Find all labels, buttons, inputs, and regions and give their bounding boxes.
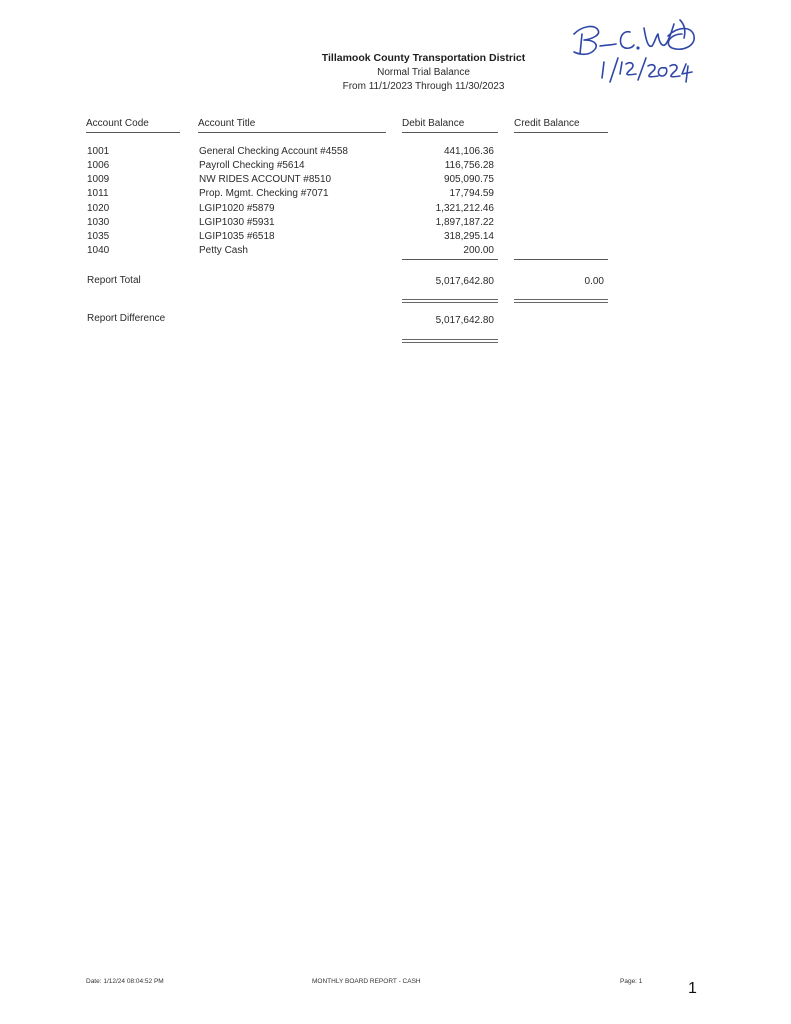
footer-report-title: MONTHLY BOARD REPORT - CASH [312,978,421,985]
account-code: 1040 [87,245,110,256]
handwritten-signature [560,12,710,102]
report-difference-label: Report Difference [87,313,166,324]
debit-balance: 116,756.28 [444,160,494,171]
table-row [0,217,791,231]
column-header-account-title: Account Title [198,118,386,133]
account-title: General Checking Account #4558 [199,146,348,157]
difference-double-rule [402,339,498,343]
account-code: 1001 [87,146,110,157]
account-title: Petty Cash [199,245,248,256]
table-row [0,174,791,188]
account-title: NW RIDES ACCOUNT #8510 [199,174,332,185]
table-row [0,203,791,217]
report-total-label: Report Total [87,275,141,286]
debit-balance: 200.00 [463,245,494,256]
account-title: LGIP1030 #5931 [199,217,275,228]
column-header-debit-balance: Debit Balance [402,118,498,133]
subtotal-rule-credit [514,259,608,260]
column-header-credit-balance: Credit Balance [514,118,608,133]
debit-balance: 905,090.75 [443,174,494,185]
account-title: LGIP1020 #5879 [199,203,275,214]
debit-balance: 1,897,187.22 [435,217,494,228]
table-row [0,231,791,245]
organization-title: Tillamook County Transportation District [321,52,526,64]
account-code: 1030 [87,217,110,228]
table-row [0,188,791,202]
report-total-credit: 0.00 [584,276,604,287]
account-code: 1035 [87,231,110,242]
account-code: 1011 [87,188,109,199]
debit-balance: 17,794.59 [449,188,494,199]
account-code: 1006 [87,160,110,171]
page-number: 1 [688,980,697,997]
account-code: 1009 [87,174,110,185]
debit-balance: 441,106.36 [443,146,494,157]
account-title: LGIP1035 #6518 [199,231,275,242]
report-name: Normal Trial Balance [377,67,470,78]
footer-date: Date: 1/12/24 08:04:52 PM [86,978,164,985]
report-difference-debit: 5,017,642.80 [435,315,494,326]
total-double-rule-debit [402,299,498,303]
report-total-debit: 5,017,642.80 [435,276,494,287]
account-title: Payroll Checking #5614 [199,160,305,171]
account-title: Prop. Mgmt. Checking #7071 [199,188,329,199]
column-header-account-code: Account Code [86,118,180,133]
report-period: From 11/1/2023 Through 11/30/2023 [342,81,505,92]
account-code: 1020 [87,203,110,214]
debit-balance: 1,321,212.46 [435,203,494,214]
debit-balance: 318,295.14 [443,231,494,242]
table-row [0,245,791,259]
footer-page-label: Page: 1 [620,978,643,985]
table-row [0,160,791,174]
subtotal-rule-debit [402,259,498,260]
total-double-rule-credit [514,299,608,303]
table-row [0,146,791,160]
